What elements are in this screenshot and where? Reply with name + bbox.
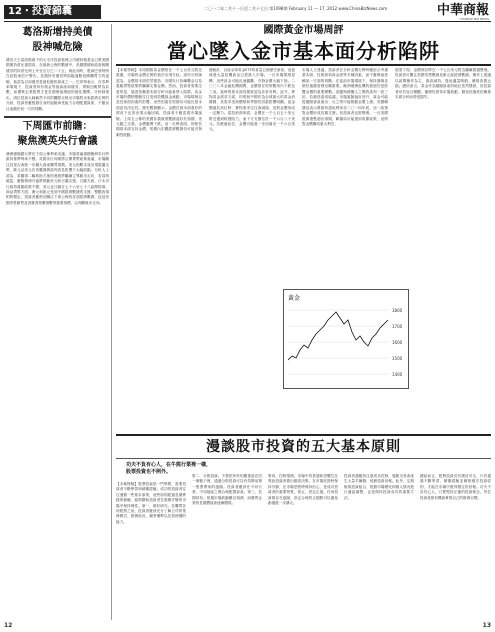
chart-tick-label: 1500 [392,356,403,361]
byline-line-1: 功夫不負有心人，在牛熊行業裡一樣， [126,462,212,468]
stock-article-col-2 [192,474,262,620]
chart-gridlines [288,310,390,374]
stock-article-text-5: 總結而言，股票投資沒有捷徑可走，只有通過不斷學習、積累經驗並嚴格遵守投資原則，才能在市場中獲得穩定的回報。功夫不負有心人，只要堅持正確的投資理念，每位投資者都有機會實現自己的財務目標。 [420,474,491,500]
article-headline-stock-principles: 漫談股市投資的五大基本原則 [116,434,491,459]
article-headline-fx-line2: 聚焦澳英央行會議 [17,136,98,148]
gold-article-text-1: 【本報特稿】本周國際黃金價格在一千七百美元附近震盪，市場對金價走勢的看法出現分歧。部份分析師認為，金價基本面依然強勁，各國央行持續購金以及寬鬆貨幣政策將繼續支撐金價。然而，投資者需要注意的是，過度依賴基本面分析可能會墜入陷阱。黃金市場的價格變動往往受到投機資金流動、市場情緒以及技術面因素的影響，這些因素在短期內可能比基本面更具決定性。歷史數據顯示，金價在基本面看好的情況下也曾出現大幅回調，投資者不應忽視市場風險。上周五公佈的美國非農就業數據遠好於預期，美元隨之走強，金價應聲下跌。這一走勢表明，即使長期基本面支持金價，短期內宏觀經濟數據仍可能引發劇烈波動。 [116,68,202,137]
stock-article-text-1: 【本報特稿】股票投資是一門學問，需要投資者不斷學習和積累經驗。成功的投資者往往遵循一些基本原則，這些原則經過長期實踐的檢驗，能夠幫助投資者在複雜多變的市場中保持理性。第一，做好研究。在購買任何股票之前，投資者應該充分了解公司的業務模式、財務狀況、競爭優勢以及管理層的能力。 [116,482,186,524]
page-number-left: 12 [4,622,13,629]
stock-article-col-3 [268,474,338,620]
stock-article-col-4 [344,474,414,620]
gold-article-text-2: 據統計，目前全球黃金ETF持倉量已創歷史新高，這意味著大量投機資金已經進入市場。一旦市場情緒逆轉，這些資金可能迅速撤離，引發金價大幅下挫。二〇〇八年金融危機期間，金價曾在短短數周內下跌近三成，當時的基本面同樣被認為非常有利。此外，實物黃金需求方面，印度和中國作為全球最大的黃金消費國，其需求受到價格和季節性因素影響明顯。當金價處於高位時，實物需求往往會減弱，這對金價形成一定壓力。從技術面來看，金價在一千七百五十美元附近遇到較強阻力，而下方支撐位於一千六百八十美元。若跌破此位，金價可能進一步回落至一千六百美元。 [209,68,295,132]
page-header [4,3,491,22]
gold-article-col-1 [116,68,202,433]
left-column [4,24,112,620]
divider [4,116,111,118]
stock-article-col-5 [420,474,491,620]
stock-article-col-1 [116,482,186,620]
article-kicker: 國際黃金市場周評 [263,25,344,36]
newspaper-logo-subtitle: CHINESE BIZ NEWS [459,17,489,21]
stock-article-text-3: 第四，控制情緒。市場中的貪婪和恐懼往往導致投資者做出錯誤決策。在市場狂熱時保持冷靜，在市場恐慌時保持信心，是成功投資者的重要特質。第五，設定止損。任何投資都存在風險，設定合理的止損點可以避免虧損進一步擴大。 [268,474,338,506]
chart-tick-label: 1700 [392,324,403,329]
gold-article-text-3: 市場人士建議，投資者在分析金價走勢時應綜合考慮基本面、技術面和資金面等多種因素，而不應單純依賴某一方面的判斷。在當前市場環境下，保持謹慎並做好風險管理至關重要。歐洲債務危機的進展仍是影響金價的重要變數。希臘與債權人之間的談判一波三折，若最終達成協議，市場風險偏好回升，資金可能從避險資產流出；反之則可能推動金價上漲。美國聯儲局表示將維持超低利率至二〇一四年底，這一政策對金價形成長期支撐。但投資者也需警惕，一旦美國經濟復甦超出預期，聯儲局可能提前收緊政策，這將對金價構成重大利空。 [302,68,388,127]
chart-tick-label: 1800 [392,308,403,313]
chart-title: 黃金 [288,295,301,302]
gold-price-line [288,312,388,360]
gold-article-col-4 [395,68,491,433]
article-headline-fx-line1: 下周匯市前瞻： [22,121,93,133]
article-body-gross: 債券天王葛洛斯旗下的太平洋投資管理公司總回報基金已將美國國債持倉比重提高，在最新公佈的數據中，美國國債和政府相關債券的持倉比例上升至百分之二十五。與此同時，股神巴菲特則在致股東信中警告，長期持有債券將面臨通脹侵蝕購買力的風險，他認為目前債券是最危險的資產之一。巴菲特表示，在零利率環境下，投資者持有現金等值資產和債券，實際回報將為負數，而優質企業股票才是長期保值增值的最佳選擇。分析師指出，兩位投資大師截然不同的觀點反映出市場對未來經濟走勢的分歧，投資者應根據自身的風險承受能力合理配置資產，不應盲目追隨任何一方的判斷。 [6,58,109,111]
dateline: 二〇一二年二月十一日至二月十七日 第1098期 February 11 — 17, 2012 www.ChinaBizNews.com [204,6,388,11]
stock-article-text-2: 第二，分散投資。不要把所有的雞蛋放在同一個籃子裡，通過分散投資可以有效降低單一股票帶來的風險。投資者應該在不同行業、不同地區之間合理配置資產。第三，長期持有。短期市場波動難以預測，而優質企業的長期價值會逐漸體現。 [192,474,262,506]
stock-article-columns [116,474,491,620]
chart-tick-label: 1400 [392,372,403,377]
article-headline-gold: 當心墜入金市基本面分析陷阱 [116,38,491,66]
page-footer [4,622,491,630]
stock-article-text-4: 投資者還應該注意成本控制，頻繁交易會產生大量手續費，侵蝕投資回報。此外，定期檢視投資組合，根據市場變化和個人情況進行適當調整，也是保持投資成功的重要方法。 [344,474,414,500]
newspaper-logo: 中華商報 [436,3,489,18]
article-body-fx: 澳洲儲備銀行將於下周公佈利率決議，市場普遍預期澳洲央行將維持基準利率不變。英國央行同樣將召開貨幣政策會議，市場關注其是否會進一步擴大資產購買規模。美元指數本周呈現震盪走勢，歐元兌美元在希臘債務談判消息影響下大幅波動。分析人士認為，希臘第二輪救助方案的進展將繼續主導匯市走向，若談判破裂，避險情緒升溫將推動美元和日圓走強。日圓方面，日本央行維持寬鬆政策不變，美元兌日圓在七十六至七十八區間徘徊。商品貨幣方面，澳元和紐元受到中國經濟數據的支撐，整體表現相對穩定。投資者應密切關注下周公佈的各項經濟數據，包括美國零售銷售及消費者物價指數等重要指標，以判斷後市走向。 [6,152,109,205]
article-headline-gross-line1: 葛洛斯增持美債 [22,27,93,38]
section-badge: 12・投資錦囊 [4,5,101,19]
gold-price-chart [283,289,409,389]
gold-price-chart-svg [284,290,408,388]
article-headline-gross-line2: 股神喊危險 [32,42,83,53]
gold-article-text-4: 展望下周，金價預計將在一千七百美元附近繼續震盪整理。投資者可關注美國零售數據及歐元區經濟數據。操作上建議以區間操作為主，逢高減持，逢低適量吸納，嚴格設置止損。總括而言，黃金作為避險資產的地位依然穩固，但投資者切勿盲目樂觀，應理性看待市場波動，避免因過度依賴基本面分析而蒙受損失。 [395,68,491,100]
main-article-area [116,24,491,620]
byline-line-2: 股票投資也不例外。 [126,469,172,475]
chart-tick-label: 1600 [392,340,403,345]
gold-article-col-3 [302,68,388,288]
page-number-right: 13 [482,622,491,629]
